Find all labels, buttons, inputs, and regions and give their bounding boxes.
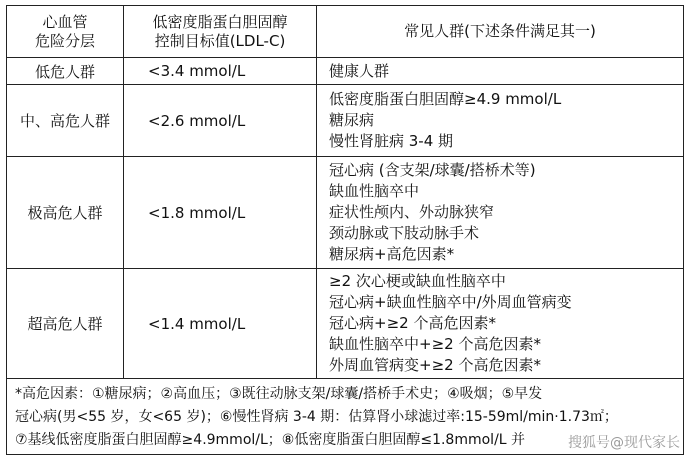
population-cell xyxy=(317,269,684,379)
footnote-line: 冠心病(男<55 岁，女<65 岁)；⑥慢性肾病 3-4 期：估算肾小球滤过率:15-59ml/min·1.73㎡； xyxy=(15,409,618,425)
population-cell xyxy=(317,157,684,269)
population-item: 慢性肾脏病 3-4 期 xyxy=(329,132,454,150)
header-ldl-target-line1: 低密度脂蛋白胆固醇 xyxy=(152,12,288,31)
population-item: 糖尿病 xyxy=(329,111,375,129)
population-cell xyxy=(317,58,684,85)
header-population: 常见人群(下述条件满足其一) xyxy=(317,6,684,58)
watermark: 搜狐号@现代家长 xyxy=(568,435,680,451)
header-risk-level-line1: 心血管 xyxy=(42,12,88,31)
ldl-target-cell: <3.4 mmol/L xyxy=(124,58,317,85)
population-item: 冠心病+缺血性脑卒中/外周血管病变 xyxy=(329,293,572,311)
risk-level-cell: 极高危人群 xyxy=(7,157,124,269)
population-item: 冠心病 (含支架/球囊/搭桥术等) xyxy=(329,161,536,179)
population-item: 低密度脂蛋白胆固醇≥4.9 mmol/L xyxy=(329,90,562,108)
lipid-target-table xyxy=(6,5,684,455)
population-item: 症状性颅内、外动脉狭窄 xyxy=(329,203,495,221)
ldl-target-cell: <2.6 mmol/L xyxy=(124,85,317,157)
header-risk-level-line2: 危险分层 xyxy=(34,31,95,50)
ldl-target-cell: <1.4 mmol/L xyxy=(124,269,317,379)
risk-level-cell: 超高危人群 xyxy=(7,269,124,379)
population-item: 糖尿病+高危因素* xyxy=(329,245,455,263)
population-item: 外周血管病变+≥2 个高危因素* xyxy=(329,356,541,374)
header-row xyxy=(7,6,684,58)
population-item: ≥2 次心梗或缺血性脑卒中 xyxy=(329,272,506,290)
footnote-line: *高危因素：①糖尿病；②高血压；③既往动脉支架/球囊/搭桥手术史；④吸烟；⑤早发 xyxy=(15,386,543,402)
footnote-line: ⑦基线低密度脂蛋白胆固醇≥4.9mmol/L；⑧低密度脂蛋白胆固醇≤1.8mmol/L 并 xyxy=(15,432,526,448)
risk-level-cell: 中、高危人群 xyxy=(7,85,124,157)
table-row xyxy=(7,58,684,85)
header-risk-level xyxy=(7,6,124,58)
table-row xyxy=(7,269,684,379)
risk-level-cell: 低危人群 xyxy=(7,58,124,85)
population-item: 冠心病+≥2 个高危因素* xyxy=(329,314,496,332)
header-ldl-target-line2: 控制目标值(LDL-C) xyxy=(154,31,286,50)
population-cell xyxy=(317,85,684,157)
table-row xyxy=(7,85,684,157)
table-row xyxy=(7,157,684,269)
ldl-target-cell: <1.8 mmol/L xyxy=(124,157,317,269)
population-item: 健康人群 xyxy=(329,61,390,80)
header-ldl-target xyxy=(124,6,317,58)
population-item: 缺血性脑卒中 xyxy=(329,182,420,200)
population-item: 颈动脉或下肢动脉手术 xyxy=(329,224,480,242)
population-item: 缺血性脑卒中+≥2 个高危因素* xyxy=(329,335,541,353)
